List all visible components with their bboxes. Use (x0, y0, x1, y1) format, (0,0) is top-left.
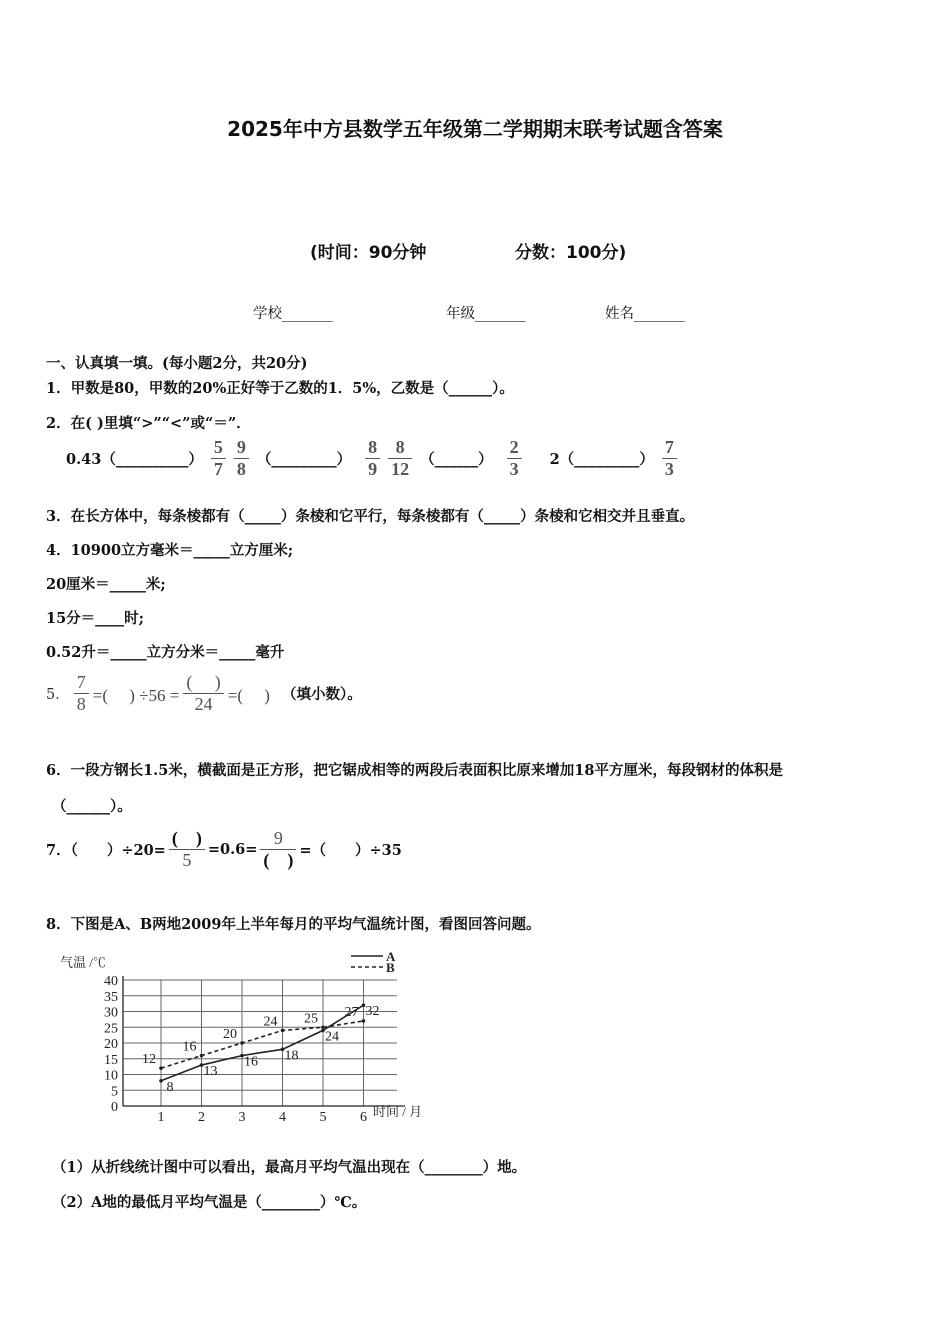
question-8-1: （1）从折线统计图中可以看出，最高月平均气温出现在（________）地。 (52, 1159, 527, 1176)
compare-blank-3: （______） (420, 450, 493, 468)
data-label-A: 8 (166, 1079, 174, 1095)
question-4: 4．10900立方毫米＝_____立方厘米; (46, 542, 294, 559)
question-7-start: 7．（ ）÷20= (46, 841, 166, 859)
compare-blank-4: 2（_________） (549, 450, 654, 468)
question-8: 8．下图是A、B两地2009年上半年每月的平均气温统计图，看图回答问题。 (46, 916, 541, 933)
fraction-7-3: $\frac{7}{3}$ (662, 437, 677, 479)
data-point-B (362, 1019, 366, 1023)
data-point-B (281, 1029, 285, 1033)
fraction-5-7: $\frac{5}{7}$ (211, 437, 226, 479)
y-tick-label: 25 (104, 1021, 118, 1037)
y-tick-label: 30 (104, 1005, 118, 1021)
y-tick-label: 40 (104, 974, 118, 989)
fraction-9-8: $\frac{9}{8}$ (234, 437, 249, 479)
y-axis-label: 气温 /℃ (60, 955, 106, 970)
question-4c: 15分＝____时; (46, 610, 145, 627)
fraction-2-3: $\frac{2}{3}$ (507, 437, 522, 479)
compare-blank-1: 0.43（__________） (66, 450, 203, 468)
x-tick-label: 2 (198, 1110, 205, 1124)
x-tick-label: 5 (319, 1110, 327, 1124)
question-5-number: 5． (46, 686, 70, 703)
x-tick-label: 1 (157, 1110, 165, 1124)
data-label-B: 12 (142, 1052, 156, 1068)
question-7-mid: =0.6= (207, 840, 258, 858)
question-2-row (66, 437, 677, 479)
y-tick-label: 5 (111, 1084, 118, 1100)
question-8-2: （2）A地的最低月平均气温是（________）℃。 (52, 1194, 367, 1211)
data-label-B: 27 (344, 1004, 359, 1020)
x-axis-label: 时间 / 月 (373, 1104, 423, 1119)
x-tick-label: 6 (360, 1110, 367, 1124)
question-4b: 20厘米＝_____米; (46, 576, 166, 593)
y-tick-label: 10 (104, 1068, 118, 1084)
chart-grid (123, 980, 397, 1106)
fraction-blank-24: $\frac{( )}{24}$ (183, 672, 224, 714)
school-field: 学校_______ (253, 306, 333, 322)
decimal-note: （填小数）。 (281, 685, 362, 703)
x-tick-label: 4 (279, 1110, 286, 1124)
y-tick-label: 20 (104, 1037, 118, 1052)
name-field: 姓名_______ (605, 306, 685, 322)
data-label-A: 13 (203, 1064, 218, 1080)
question-3: 3．在长方体中，每条棱都有（_____）条棱和它平行，每条棱都有（_____）条棱和它相交并且垂直。 (46, 508, 695, 525)
y-tick-labels (104, 974, 118, 1115)
data-label-B: 25 (304, 1011, 318, 1027)
data-label-B: 24 (263, 1014, 278, 1030)
y-tick-label: 15 (104, 1052, 118, 1068)
temperature-line-chart (55, 948, 440, 1124)
exam-score: 分数：100分) (515, 243, 627, 263)
legend-label-B: B (386, 960, 395, 975)
question-6-blank: （______）。 (52, 798, 132, 815)
x-tick-labels (158, 1110, 368, 1124)
page-title: 2025年中方县数学五年级第二学期期末联考试题含答案 (227, 117, 723, 141)
data-label-B: 20 (223, 1027, 237, 1042)
y-tick-label: 0 (111, 1100, 118, 1115)
compare-blank-2: （_________） (256, 450, 352, 468)
equation-part-1: =( ) ÷56 = (92, 685, 180, 705)
fraction-8-9: $\frac{8}{9}$ (365, 437, 380, 479)
data-labels (142, 1004, 380, 1095)
data-label-A: 18 (284, 1048, 299, 1064)
exam-time: (时间：90分钟 (310, 243, 427, 263)
data-point-B (200, 1054, 204, 1058)
fraction-blank-5: $\frac{( )}{5}$ (169, 828, 205, 870)
data-point-B (159, 1066, 163, 1070)
section-heading: 一、认真填一填。(每小题2分，共20分) (46, 355, 308, 372)
grade-field: 年级_______ (446, 306, 526, 322)
question-5 (46, 672, 362, 714)
question-2: 2．在( )里填“>”“<”或“＝”． (46, 415, 251, 432)
question-7-end: =（ ）÷35 (299, 841, 402, 859)
equation-part-2: =( ) (227, 685, 270, 705)
legend-label-A: A (386, 949, 396, 964)
y-tick-label: 35 (104, 989, 118, 1005)
x-tick-label: 3 (238, 1110, 246, 1124)
question-6: 6．一段方钢长1.5米，横截面是正方形，把它锯成相等的两段后表面积比原来增加18平方厘米，每段钢材的体积是 (46, 762, 783, 779)
data-point-A (159, 1079, 163, 1083)
fraction-9-blank: $\frac{9}{( )}$ (260, 828, 296, 870)
fraction-7-8: $\frac{7}{8}$ (74, 672, 89, 714)
data-label-A: 24 (325, 1029, 339, 1045)
data-point-B (240, 1041, 244, 1045)
fraction-8-12: $\frac{8}{12}$ (388, 437, 412, 479)
question-1: 1．甲数是80，甲数的20%正好等于乙数的1．5%，乙数是（______）。 (46, 380, 514, 397)
question-7 (46, 828, 402, 870)
question-4d: 0.52升＝_____立方分米＝_____毫升 (46, 644, 285, 661)
data-label-A: 16 (244, 1054, 258, 1070)
chart-legend (351, 949, 396, 975)
data-label-B: 16 (182, 1039, 197, 1055)
data-label-A: 32 (365, 1004, 380, 1020)
